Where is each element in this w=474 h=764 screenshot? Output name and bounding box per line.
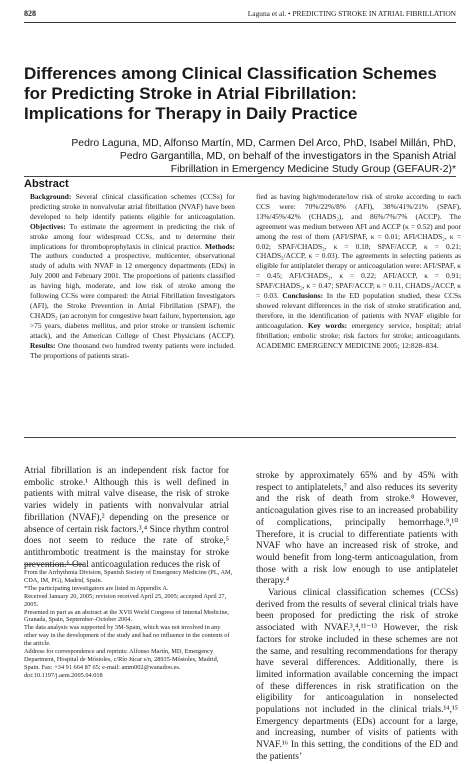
abstract-label: Key words: (307, 320, 348, 330)
body-left-column (24, 466, 229, 571)
abstract-label: Methods: (205, 241, 235, 251)
abstract-text: In the ED population studied, these CCSs showed relevant differences in the risk of stroke stratification and, therefore, in the identification of patients with NVAF eligible for anticoagulation. (256, 291, 462, 330)
abstract-divider (24, 437, 456, 438)
running-head (24, 8, 456, 23)
author-list (24, 137, 456, 176)
page-number: 828 (24, 9, 36, 18)
footnotes (24, 569, 234, 680)
abstract-left-column (30, 192, 235, 360)
abstract-label: Conclusions: (282, 291, 324, 301)
abstract-label: Objectives: (30, 221, 66, 231)
abstract-text: Several clinical classification schemes (CCSs) for predicting stroke in nonvalvular atrial fibrillation (NVAF) have been developed to help identify patients eligible for anticoagulation. (30, 192, 235, 221)
abstract-header (24, 176, 456, 191)
abstract-text: The authors conducted a prospective, multicenter, observational study of adults with NVAF in 12 emergency departments (EDs) in July 2000 and February 2001. The proportions of patients classified as having high, moderate, and low risk of stroke among the following CCSs were compared: the Atrial Fibrillation Investigators (AFI), the Stroke Prevention in Atrial Fibrillation (SPAF), the CHADS₂ (an acronym for congestive heart failure, hypertension, age >75 years, diabetes mellitus, and prior stroke or transient ischemic attack), and the American College of Chest Physicians (ACCP). (30, 251, 235, 340)
footnote-divider (24, 564, 84, 565)
article-title: Differences among Clinical Classification Schemes for Predicting Stroke in Atrial Fibrillation: Implications for Therapy in Daily Practice (24, 64, 437, 123)
author-line: Pedro Gargantilla, MD, on behalf of the investigators in the Spanish Atrial (119, 151, 456, 162)
footnote: *The participating investigators are listed in Appendix A. (24, 584, 169, 592)
abstract-text: emergency service, hospital; atrial fibrillation; embolic stroke; risk factors for stroke; anticoagulants. ACADEMIC EMERGENCY MEDICINE 2005; 12:828–834. (256, 320, 461, 350)
footnote: Presented in part as an abstract at the XVII World Congress of Internal Medicine, Granada, Spain, September–October 2004. (24, 608, 230, 624)
abstract-label: Results: (30, 340, 56, 350)
author-line: Pedro Laguna, MD, Alfonso Martín, MD, Carmen Del Arco, PhD, Isabel Millán, PhD, (71, 138, 456, 149)
footnote: Received January 20, 2005; revision received April 25, 2005; accepted April 27, 2005. (24, 592, 227, 608)
body-paragraph: Atrial fibrillation is an independent risk factor for embolic stroke.¹ Although this is well defined in patients with mitral valve disease, the risk of stroke varies widely in patients with nonvalvular atrial fibrillation (NVAF),² depending on the presence or absence of certain risk factors.³,⁴ Since rhythm control does not seem to reduce the rate of stroke,⁵ antithrombotic treatment is the mainstay for stroke prevention.⁶ Oral anticoagulation reduces the risk of (24, 466, 229, 570)
footnote: From the Arrhythmia Division, Spanish Society of Emergency Medicine (PL, AM, CDA, IM, PG), Madrid, Spain. (24, 569, 233, 584)
body-paragraph: stroke by approximately 65% and by 45% with respect to antiplatelets,⁷ and also reduces its severity and the risk of death from stroke.⁸ However, anticoagulation gives rise to an increased probability of complications, principally hemorrhage.⁹,¹⁰ Therefore, it is crucial to differentiate patients with NVAF who have an increased risk of stroke, and would benefit from long-term anticoagulation, from those with a risk low enough to use antiplatelet therapy.⁴ (256, 471, 458, 587)
abstract-heading: Abstract (24, 178, 69, 190)
footnote: The data analysis was supported by 3M-Spain, which was not involved in any other way in the development of the study and had no influence in the contents of the article. (24, 624, 230, 648)
abstract-label: Background: (30, 192, 72, 201)
abstract-text: To estimate the agreement in predicting the risk of stroke among four widespread CCSs, and to determine their implications for thromboprophylaxis in clinical practice. (30, 221, 235, 251)
body-paragraph: Various clinical classification schemes (CCSs) derived from the results of several clinical trials have been proposed for predicting the risk of stroke associated with NVAF.³,⁴,¹¹⁻¹³ However, the risk factors for stroke included in these schemes are not the same, and resulting recommendations for therapy have several differences. Additionally, there is limited information available concerning the impact of these differences in risk stratification on the eligibility for anticoagulation in nonselected populations not included in the clinical trials.¹⁴,¹⁵ Emergency departments (EDs) account for a large, and increasing, number of visits of patients with NVAF.¹⁶ In this setting, the conditions of the ED and the patients’ (256, 588, 458, 762)
author-line: Fibrillation in Emergency Medicine Study Group (GEFAUR-2)* (170, 164, 456, 175)
abstract-right-column (256, 192, 461, 351)
abstract-text: One thousand two hundred twenty patients were included. The proportions of patients strati- (30, 340, 235, 360)
abstract-text: fied as having high/moderate/low risk of stroke according to each CCS were: 70%/22%/8% (AFI), 38%/41%/21% (SPAF), 13%/45%/42% (CHADS₂), and 86%/7%/7% (ACCP). The agreement was medium between AFI and ACCP (κ = 0.52) and poor among the rest of them (AFI/SPAF, κ = 0.01; AFI/CHADS₂, κ = 0.02; SPAF/CHADS₂, κ = 0.18; SPAF/ACCP, κ = 0.21; CHADS₂/ACCP, κ = 0.03). The agreements in selecting patients as eligible for antiplatelet therapy or anticoagulation were: AFI/SPAF, κ = 0.45; AFI/CHADS₂, κ = 0.22; AFI/ACCP, κ = 0.91; SPAF/CHADS₂, κ = 0.47; SPAF/ACCP, κ = 0.11, CHADS₂/ACCP, κ = 0.03. (256, 192, 461, 301)
body-right-column (256, 471, 458, 764)
footnote-doi: doi:10.1197/j.aem.2005.04.018 (24, 671, 103, 679)
running-title: Laguna et al. • PREDICTING STROKE IN ATRIAL FIBRILLATION (247, 9, 456, 18)
footnote: Address for correspondence and reprints: Alfonso Martín, MD, Emergency Department, Hospital de Móstoles, c/Río Júcar s/n, 28935-Móstoles, Madrid, Spain. Fax: +34 91 664 87 65; e-mail: amm002@wanadoo.es. (24, 648, 219, 671)
